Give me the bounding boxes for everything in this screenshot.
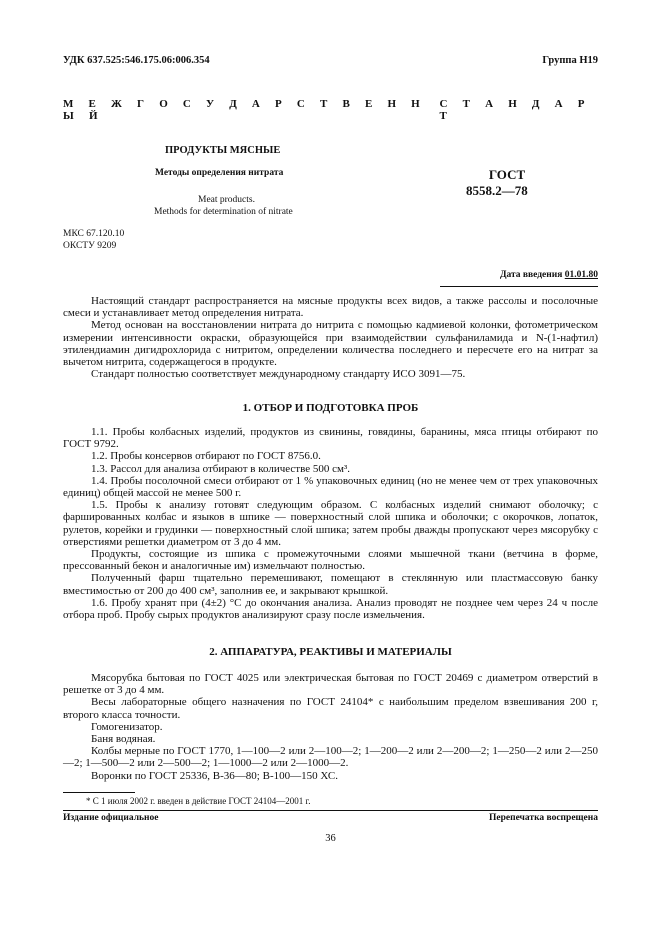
- subtitle-ru: Методы определения нитрата: [155, 168, 284, 178]
- section2-paragraph: Гомогенизатор.: [91, 720, 163, 733]
- section2-paragraph: Воронки по ГОСТ 25336, В-36—80; В-100—150 ХС.: [91, 769, 338, 782]
- banner-word-standard: С Т А Н Д А Р Т: [439, 98, 591, 122]
- section1-paragraph: 1.2. Пробы консервов отбирают по ГОСТ 8756.0.: [91, 450, 321, 463]
- mks-code: МКС 67.120.10: [63, 229, 125, 239]
- footnote: * С 1 июля 2002 г. введен в действие ГОСТ 24104—2001 г.: [86, 796, 311, 806]
- section1-heading: 1. ОТБОР И ПОДГОТОВКА ПРОБ: [242, 402, 419, 414]
- gost-number: 8558.2—78: [466, 183, 528, 198]
- date-value: 01.01.80: [564, 270, 598, 280]
- banner-word-interstate: М Е Ж Г О С У Д А Р С Т В Е Н Н Ы Й: [63, 98, 426, 122]
- section2-paragraph: Колбы мерные по ГОСТ 1770, 1—100—2 или 2—100—2; 1—200—2 или 2—200—2; 1—250—2 или 2—250—2; 1—500—2 или 2—500—2; 1—1000—2 или 2—1000—2.: [63, 745, 598, 770]
- title-ru: ПРОДУКТЫ МЯСНЫЕ: [165, 145, 281, 156]
- title-en-line2: Methods for determination of nitrate: [154, 207, 293, 217]
- section1-paragraph: 1.5. Пробы к анализу готовят следующим образом. С колбасных изделий снимают оболочку; с фаршированных колбас и языков в шпике — поверхностный слой шпика и оболочки; с окорочков, лопаток, рулетов, корейки и грудинки — поверхностный слой шпика; затем пробы дважды пропускают через мясорубку с отверстиями решетки диаметром от 3 до 4 мм.: [63, 499, 598, 548]
- section2-paragraph: Мясорубка бытовая по ГОСТ 4025 или электрическая бытовая по ГОСТ 20469 с диаметром отверстий в решетке от 3 до 4 мм.: [63, 672, 598, 697]
- intro-block: [63, 295, 598, 380]
- intro-paragraph: Метод основан на восстановлении нитрата до нитрита с помощью кадмиевой колонки, фотометрическом измерении интенсивности окраски, образующейся при взаимодействии сульфаниламида и N-(1-нафтил) этилендиамин дигидрохлорида с нитритом, определении количества последнего и пересчете его на нитрат за вычетом нитрита, содержащегося в продукте.: [63, 319, 598, 369]
- header-divider: [440, 286, 598, 287]
- section1-paragraph: 1.3. Рассол для анализа отбирают в количестве 500 см³.: [91, 462, 351, 475]
- date-label: Дата введения: [499, 270, 563, 280]
- section1-paragraph: 1.4. Пробы посолочной смеси отбирают от 1 % упаковочных единиц (но не менее чем от трех упаковочных единиц) общей массой не менее 500 г.: [63, 474, 598, 500]
- section2-paragraph: Баня водяная.: [91, 733, 156, 746]
- group-code: Группа Н19: [542, 55, 598, 66]
- page-number: 36: [325, 833, 336, 844]
- section2-heading: 2. АППАРАТУРА, РЕАКТИВЫ И МАТЕРИАЛЫ: [209, 646, 452, 658]
- date-of-introduction: [500, 270, 598, 280]
- section1-paragraph: 1.1. Пробы колбасных изделий, продуктов из свинины, говядины, баранины, мяса птицы отбирают по ГОСТ 9792.: [63, 426, 598, 451]
- interstate-standard-banner: [63, 98, 598, 122]
- intro-paragraph: Настоящий стандарт распространяется на мясные продукты всех видов, а также рассолы и посолочные смеси и устанавливает метод определения нитрата.: [63, 295, 598, 320]
- footer-divider: [63, 810, 598, 811]
- section1-paragraph: Продукты, состоящие из шпика с промежуточными слоями мышечной ткани (ветчина в форме, прессованный бекон и аналогичные им) измельчают полностью.: [63, 548, 598, 573]
- section1-paragraph: Полученный фарш тщательно перемешивают, помещают в стеклянную или пластмассовую банку вместимостью от 200 до 400 см³, заполнив ее, и закрывают крышкой.: [63, 572, 598, 597]
- title-en-line1: Meat products.: [198, 195, 255, 205]
- intro-paragraph: Стандарт полностью соответствует международному стандарту ИСО 3091—75.: [91, 368, 466, 381]
- section1-body: [63, 426, 598, 621]
- gost-label: ГОСТ: [488, 167, 526, 182]
- section2-body: [63, 672, 598, 782]
- udk-code: УДК 637.525:546.175.06:006.354: [63, 55, 210, 66]
- section1-paragraph: 1.6. Пробу хранят при (4±2) °С до окончания анализа. Анализ проводят не позднее чем через 24 ч после отбора проб. Пробу сырых продуктов анализируют сразу после измельчения.: [63, 596, 598, 622]
- footnote-divider: [63, 792, 135, 793]
- section2-paragraph: Весы лабораторные общего назначения по ГОСТ 24104* с наибольшим пределом взвешивания 200 г, второго класса точности.: [63, 696, 598, 721]
- okstu-code: ОКСТУ 9209: [63, 241, 117, 251]
- edition-label: Издание официальное: [63, 813, 159, 823]
- reprint-notice: Перепечатка воспрещена: [488, 813, 598, 823]
